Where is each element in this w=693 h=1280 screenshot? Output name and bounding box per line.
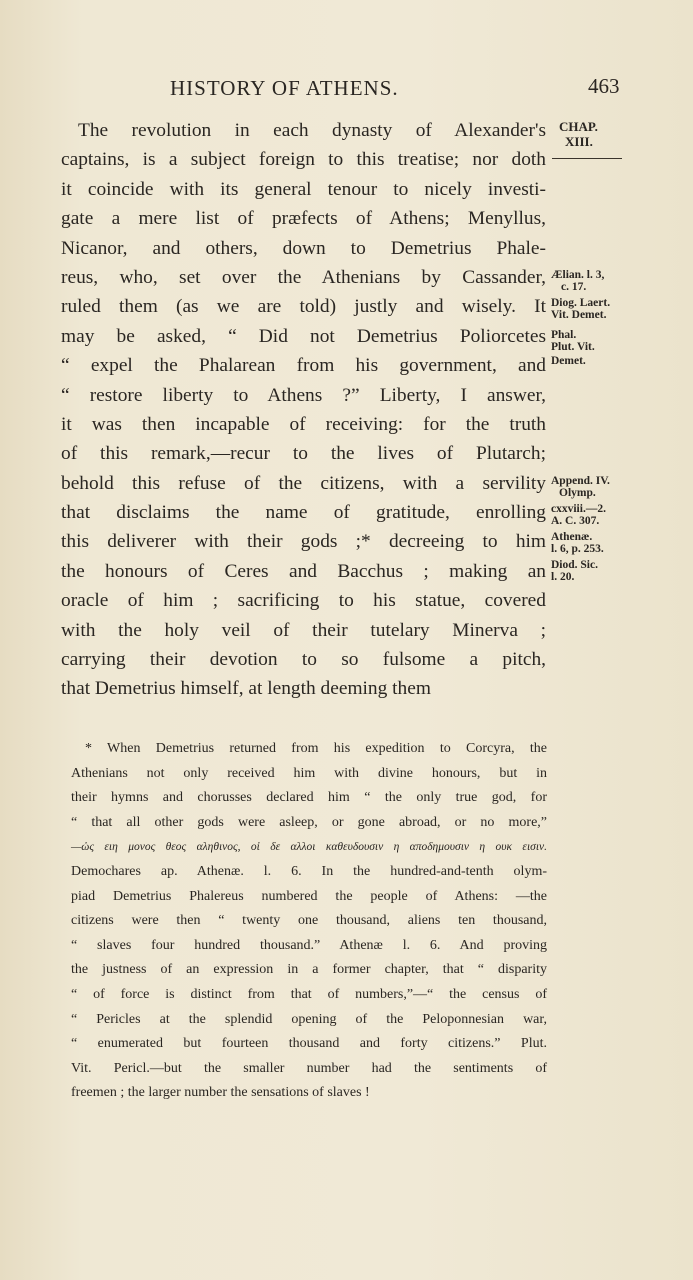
text-line: of this remark,—recur to the lives of Plutarch; — [61, 443, 546, 465]
margin-note-line: Diod. Sic. — [551, 559, 598, 571]
text-line: it coincide with its general tenour to nicely investi- — [61, 178, 546, 200]
footnote-line: freemen ; the larger number the sensations of slaves ! — [71, 1085, 370, 1101]
footnote-greek-line: —ὡς ειη μονος θεος αληθινος, οἱ δε αλλοι καθευδουσιν η αποδημουσιν η ουκ εισιν. — [71, 841, 547, 854]
page-number: 463 — [588, 74, 620, 98]
margin-note — [551, 532, 631, 555]
page-header — [0, 72, 693, 106]
margin-note-line: Ælian. l. 3, — [551, 269, 605, 281]
margin-note-line: Diog. Laert. — [551, 297, 611, 309]
text-line: “ restore liberty to Athens ?” Liberty, I answer, — [61, 384, 546, 406]
text-line: “ expel the Phalarean from his government, and — [61, 355, 546, 377]
text-line: that disclaims the name of gratitude, enrolling — [61, 502, 546, 524]
margin-note — [551, 356, 631, 368]
text-line: reus, who, set over the Athenians by Cassander, — [61, 266, 546, 288]
footnote-line: the justness of an expression in a former chapter, that “ disparity — [71, 962, 547, 978]
text-line: this deliverer with their gods ;* decreeing to him — [61, 531, 546, 553]
main-text — [61, 116, 546, 704]
chapter-number: XIII. — [565, 134, 593, 149]
footnote-line: Demochares ap. Athenæ. l. 6. In the hundred-and-tenth olym- — [71, 863, 547, 879]
footnote-line: “ Pericles at the splendid opening of the Peloponnesian war, — [71, 1011, 547, 1027]
text-line: The revolution in each dynasty of Alexander's — [78, 120, 546, 141]
margin-note-line: A. C. 307. — [551, 514, 600, 527]
margin-note — [551, 476, 631, 499]
footnote-line: citizens were then “ twenty one thousand, aliens ten thousand, — [71, 913, 547, 929]
footnote-line: piad Demetrius Phalereus numbered the people of Athens: —the — [71, 888, 547, 904]
footnote-line: Athenians not only received him with divine honours, but in — [71, 765, 547, 781]
text-line: captains, is a subject foreign to this treatise; nor doth — [61, 149, 546, 171]
text-line: behold this refuse of the citizens, with a servility — [61, 472, 546, 494]
text-line: may be asked, “ Did not Demetrius Poliorcetes — [61, 325, 546, 347]
footnote-line: Vit. Pericl.—but the smaller number had the sentiments of — [71, 1060, 547, 1076]
footnote-line: * When Demetrius returned from his expedition to Corcyra, the — [85, 741, 547, 756]
running-title: HISTORY OF ATHENS. — [170, 76, 399, 100]
margin-note-line: Plut. Vit. — [551, 340, 595, 353]
text-line: the honours of Ceres and Bacchus ; making an — [61, 560, 546, 582]
text-line: carrying their devotion to so fulsome a pitch, — [61, 649, 546, 671]
margin-note — [551, 560, 631, 583]
margin-note-line: l. 20. — [551, 570, 575, 583]
margin-note-line: Append. IV. — [551, 475, 610, 487]
margin-note — [551, 504, 631, 527]
text-line: gate a mere list of præfects of Athens; Menyllus, — [61, 208, 546, 230]
margin-note-line: Vit. Demet. — [551, 308, 607, 321]
margin-note-line: cxxviii.—2. — [551, 503, 606, 515]
margin-note-line: c. 17. — [561, 280, 587, 293]
footnote-line: “ that all other gods were asleep, or gone abroad, or no more,” — [71, 814, 547, 830]
chapter-rule — [552, 158, 622, 159]
footnote-line: “ of force is distinct from that of numbers,”—“ the census of — [71, 986, 547, 1002]
chapter-label: CHAP. — [559, 119, 598, 134]
text-line: oracle of him ; sacrificing to his statue, covered — [61, 590, 546, 612]
margin-note — [551, 298, 631, 321]
footnote-line: “ slaves four hundred thousand.” Athenæ l. 6. And proving — [71, 937, 547, 953]
margin-note-line: Athenæ. — [551, 531, 593, 543]
margin-note-line: Demet. — [551, 355, 586, 367]
text-line: Nicanor, and others, down to Demetrius Phale- — [61, 237, 546, 259]
text-line: it was then incapable of receiving: for the truth — [61, 413, 546, 435]
text-line: ruled them (as we are told) justly and wisely. It — [61, 296, 546, 318]
text-line: with the holy veil of their tutelary Minerva ; — [61, 619, 546, 641]
text-line: that Demetrius himself, at length deeming them — [61, 678, 431, 700]
margin-note — [551, 330, 631, 353]
margin-note-line: Olymp. — [559, 486, 596, 499]
footnote-line: “ enumerated but fourteen thousand and forty citizens.” Plut. — [71, 1036, 547, 1052]
margin-note — [551, 270, 631, 293]
footnote-line: their hymns and chorusses declared him “ the only true god, for — [71, 790, 547, 806]
margin-note-line: l. 6, p. 253. — [551, 542, 604, 555]
margin-note-line: Phal. — [551, 329, 577, 341]
footnote — [71, 737, 547, 1106]
